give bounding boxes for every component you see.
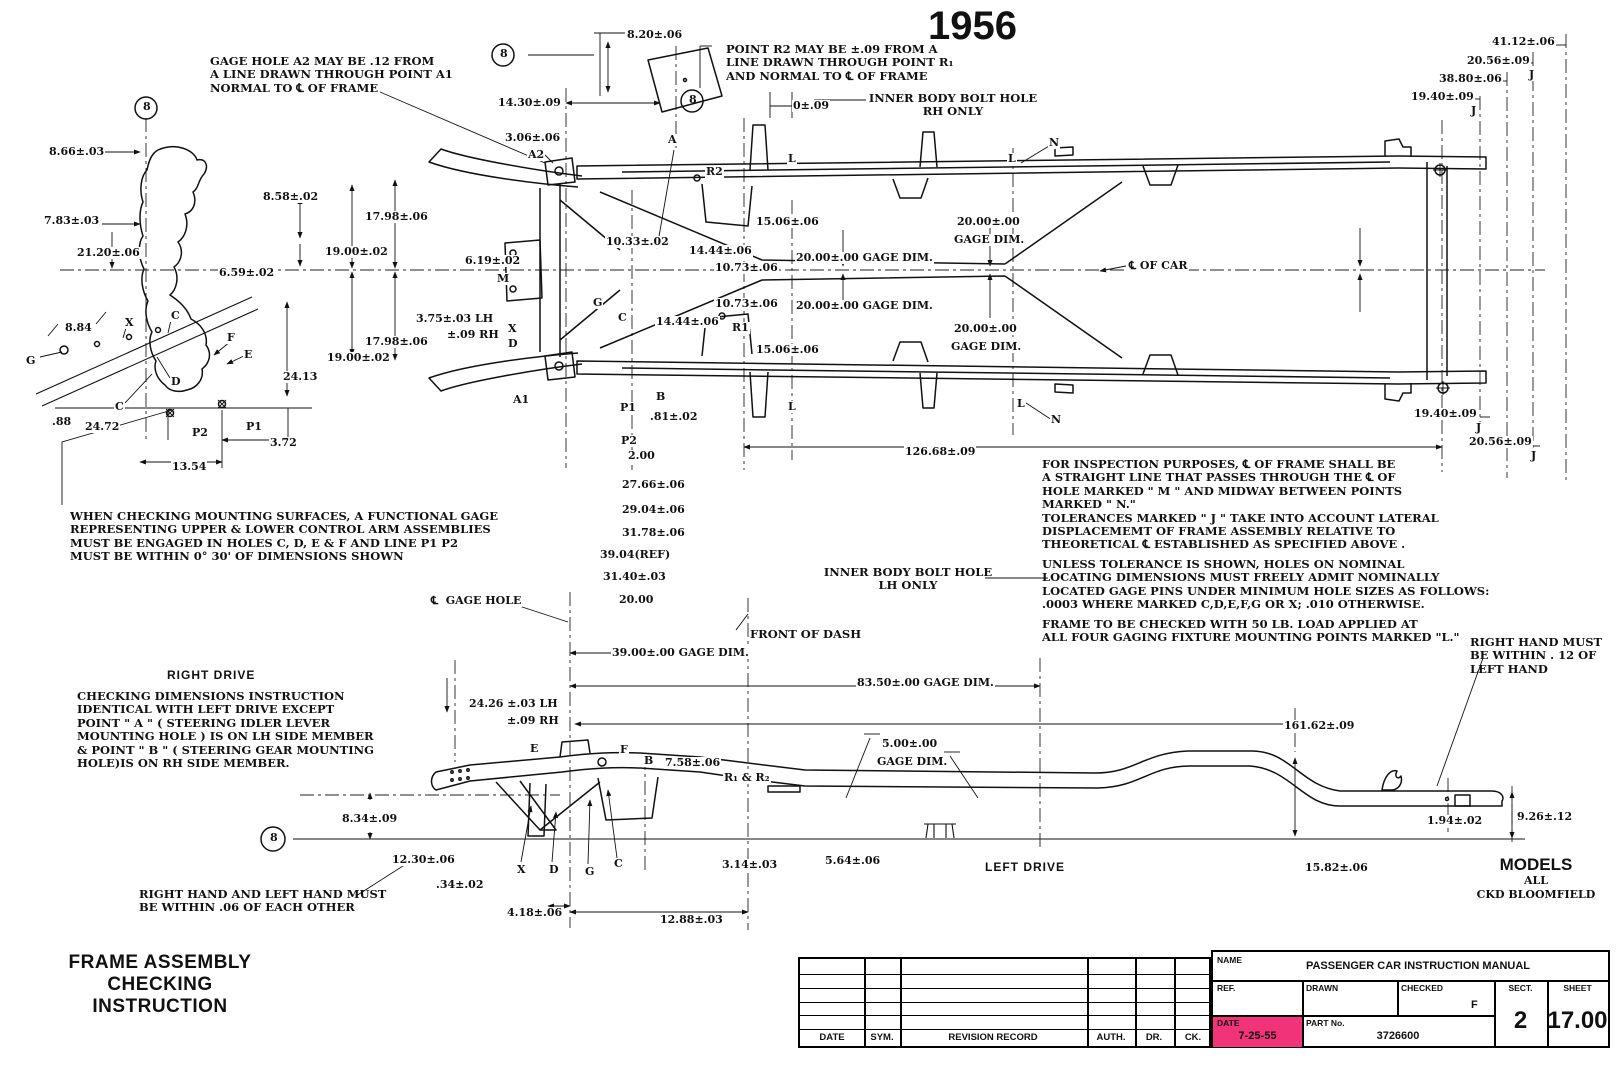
- dim-label: 20.56±.09: [1467, 54, 1530, 67]
- note-inner-body-lh: INNER BODY BOLT HOLE LH ONLY: [823, 565, 993, 593]
- dim-label: 4.18±.06: [507, 906, 563, 919]
- dim-label: 15.06±.06: [756, 343, 819, 356]
- dim-label: B: [644, 754, 654, 767]
- dim-label: X: [508, 322, 517, 335]
- sect-value: 2: [1513, 1007, 1528, 1034]
- dim-label: 24.13: [283, 370, 318, 383]
- note-gage-hole-a2: GAGE HOLE A2 MAY BE .12 FROM A LINE DRAWN THROUGH POINT A1 NORMAL TO ℄ OF FRAME: [210, 54, 453, 95]
- dim-label: A: [668, 133, 677, 146]
- dim-label: 8.34±.09: [342, 812, 398, 825]
- dim-label: 15.06±.06: [756, 215, 819, 228]
- dim-label: A2: [528, 148, 545, 161]
- dim-label: M: [497, 272, 510, 285]
- rev-col-record: REVISION RECORD: [948, 1032, 1038, 1043]
- dim-label: 24.26 ±.03 LH: [469, 697, 558, 710]
- dim-label: 31.40±.03: [603, 570, 666, 583]
- dim-label: A1: [513, 393, 530, 406]
- dim-label: E: [244, 348, 253, 361]
- dim-label: 9.26±.12: [1517, 810, 1573, 823]
- dim-label: 0±.09: [793, 99, 830, 112]
- dim-label: 10.33±.02: [606, 235, 669, 248]
- part-no-label: PART No.: [1306, 1018, 1345, 1028]
- dim-label: F: [620, 743, 628, 756]
- dim-label: 20.00±.00 GAGE DIM.: [796, 251, 933, 264]
- dim-label: 8.20±.06: [627, 28, 683, 41]
- dim-label: 19.40±.09: [1411, 90, 1474, 103]
- rev-col-ck: CK.: [1184, 1032, 1202, 1043]
- dim-label: C: [171, 309, 180, 322]
- dim-label: R2: [706, 165, 723, 178]
- dim-label: 126.68±.09: [905, 445, 976, 458]
- dim-label: 24.72: [85, 420, 120, 433]
- dim-label: 38.80±.06: [1439, 72, 1502, 85]
- dim-label: 14.30±.09: [498, 96, 561, 109]
- dim-label: 3.72: [270, 436, 297, 449]
- dim-label: 8.58±.02: [263, 190, 319, 203]
- dim-label: 29.04±.06: [622, 503, 685, 516]
- dim-label: 31.78±.06: [622, 526, 685, 539]
- rev-col-date: DATE: [819, 1032, 845, 1043]
- dim-label: C: [618, 311, 627, 324]
- drawing-title: [30, 952, 290, 1018]
- dim-label: J: [1529, 68, 1535, 81]
- dim-label: .81±.02: [650, 410, 698, 423]
- dim-label: J: [1471, 104, 1477, 117]
- note-front-of-dash: FRONT OF DASH: [750, 627, 862, 641]
- dim-label: P1: [620, 401, 636, 414]
- dim-label: 17.98±.06: [365, 335, 428, 348]
- dim-label: GAGE DIM.: [954, 233, 1025, 246]
- models-title: MODELS: [1499, 855, 1573, 874]
- dim-label: D: [508, 337, 518, 350]
- dim-label: P2: [192, 426, 208, 439]
- dim-label: 8.84: [65, 321, 92, 334]
- rev-col-auth: AUTH.: [1096, 1032, 1126, 1043]
- note-inner-body-rh: INNER BODY BOLT HOLE RH ONLY: [868, 91, 1038, 119]
- title-block: [798, 950, 1610, 1048]
- dim-label: P2: [621, 434, 637, 447]
- dim-label: 20.00±.00: [954, 322, 1017, 335]
- dim-label: ℄ OF CAR: [1129, 259, 1188, 272]
- dim-label: 8: [270, 831, 278, 844]
- dim-label: 19.00±.02: [325, 245, 388, 258]
- dim-label: 5.64±.06: [825, 854, 881, 867]
- dim-label: N: [1051, 413, 1062, 426]
- dim-label: 14.44±.06: [656, 315, 719, 328]
- dim-label: 161.62±.09: [1284, 719, 1355, 732]
- dim-label: 20.00: [619, 593, 654, 606]
- title-block-main: [1211, 950, 1610, 1048]
- dim-label: J: [1531, 449, 1537, 462]
- dim-label: L: [788, 152, 796, 165]
- dim-label: 41.12±.06: [1492, 35, 1555, 48]
- dim-label: D: [171, 375, 181, 388]
- models-block: [1458, 855, 1614, 902]
- name-value: PASSENGER CAR INSTRUCTION MANUAL: [1305, 960, 1531, 972]
- dim-label: 5.00±.00: [882, 737, 938, 750]
- dim-label: C: [614, 857, 623, 870]
- drawn-label: DRAWN: [1306, 983, 1339, 993]
- note-load: FRAME TO BE CHECKED WITH 50 LB. LOAD APPLIED AT ALL FOUR GAGING FIXTURE MOUNTING POINTS MARKED "L.": [1042, 617, 1460, 645]
- dim-label: G: [26, 354, 36, 367]
- name-label: NAME: [1217, 955, 1243, 965]
- dim-label: .88: [52, 415, 72, 428]
- dim-label: D: [549, 863, 559, 876]
- right-drive-heading: RIGHT DRIVE: [167, 668, 256, 682]
- date-value: 7-25-55: [1238, 1030, 1277, 1042]
- note-when-checking: WHEN CHECKING MOUNTING SURFACES, A FUNCTIONAL GAGE REPRESENTING UPPER & LOWER CONTROL ARM ASSEMBLIES MUST BE ENGAGED IN HOLES C, D, E & F AND LINE P1 P2 MUST BE WITHIN 0° 30' OF DIMENSIONS SHOWN: [70, 509, 498, 564]
- dim-label: 13.54: [172, 460, 207, 473]
- date-label: DATE: [1217, 1018, 1240, 1028]
- rev-col-dr: DR.: [1145, 1032, 1163, 1043]
- dim-label: 1.94±.02: [1427, 814, 1483, 827]
- dim-label: 3.06±.06: [505, 131, 561, 144]
- dim-label: 10.73±.06: [715, 297, 778, 310]
- dim-label: G: [585, 865, 595, 878]
- dim-label: 6.59±.02: [219, 266, 275, 279]
- sect-label: SECT.: [1508, 983, 1533, 993]
- dim-label: 8: [500, 47, 508, 60]
- dim-label: 39.04(REF): [600, 548, 671, 561]
- dim-label: P1: [246, 420, 262, 433]
- dim-label: 8.66±.03: [49, 145, 105, 158]
- checked-value: F: [1471, 999, 1478, 1011]
- dim-label: 17.98±.06: [365, 210, 428, 223]
- sheet-label: SHEET: [1563, 983, 1592, 993]
- note-inspection: FOR INSPECTION PURPOSES, ℄ OF FRAME SHALL BE A STRAIGHT LINE THAT PASSES THROUGH THE ℄ OF HOLE MARKED " M " AND MIDWAY BETWEEN POINTS MARKED " N." TOLERANCES MARKED " J " TAKE INTO ACCOUNT LATERAL DISPLACEMEMT OF FRAME ASSEMBLY RELATIVE TO THEORETICAL ℄ ESTABLISHED AS SPECIFIED ABOVE .: [1042, 457, 1439, 552]
- dim-label: 20.00±.00: [957, 215, 1020, 228]
- dim-label: C: [115, 400, 124, 413]
- dim-label: R1: [732, 321, 749, 334]
- dim-label: 2.00: [628, 449, 655, 462]
- dim-label: 12.88±.03: [660, 913, 723, 926]
- dim-label: 12.30±.06: [392, 853, 455, 866]
- dim-label: 21.20±.06: [77, 246, 140, 259]
- sheet-value: 17.00: [1547, 1007, 1608, 1034]
- models-line2: CKD BLOOMFIELD: [1476, 888, 1596, 901]
- left-drive-heading: LEFT DRIVE: [985, 860, 1066, 874]
- dim-label: 27.66±.06: [622, 478, 685, 491]
- dim-label: 19.00±.02: [327, 351, 390, 364]
- dim-label: G: [593, 296, 603, 309]
- rev-col-sym: SYM.: [870, 1032, 894, 1043]
- dim-label: 14.44±.06: [689, 244, 752, 257]
- dim-label: 7.58±.06: [665, 756, 721, 769]
- note-point-r2: POINT R2 MAY BE ±.09 FROM A LINE DRAWN THROUGH POINT R₁ AND NORMAL TO ℄ OF FRAME: [726, 42, 954, 83]
- year-title: 1956: [928, 4, 1017, 48]
- dim-label: GAGE DIM.: [877, 755, 948, 768]
- dim-label: 3.14±.03: [722, 858, 778, 871]
- checked-label: CHECKED: [1401, 983, 1444, 993]
- dim-label: E: [530, 742, 539, 755]
- dim-label: L: [1017, 397, 1025, 410]
- dim-label: ±.09 RH: [447, 328, 499, 341]
- dim-label: L: [788, 400, 796, 413]
- dim-label: R₁ & R₂: [724, 771, 770, 784]
- dim-label: L: [1008, 152, 1016, 165]
- dim-label: 20.56±.09: [1469, 435, 1532, 448]
- part-no-value: 3726600: [1376, 1030, 1420, 1042]
- drawing-title-line2: INSTRUCTION: [92, 996, 228, 1017]
- dim-label: 7.83±.03: [44, 214, 100, 227]
- note-rh-lh-06: RIGHT HAND AND LEFT HAND MUST BE WITHIN .06 OF EACH OTHER: [139, 887, 387, 915]
- dim-label: 15.82±.06: [1305, 861, 1368, 874]
- dim-label: J: [1476, 421, 1482, 434]
- note-right-drive: CHECKING DIMENSIONS INSTRUCTION IDENTICAL WITH LEFT DRIVE EXCEPT POINT " A " ( STEERING IDLER LEVER MOUNTING HOLE ) IS ON LH SIDE MEMBER & POINT " B " ( STEERING GEAR MOUNTING HOLE)IS ON RH SIDE MEMBER.: [77, 689, 374, 771]
- dim-label: .34±.02: [436, 878, 484, 891]
- dim-label: F: [227, 331, 235, 344]
- dim-label: 8: [689, 93, 697, 106]
- note-rh-12: RIGHT HAND MUST BE WITHIN . 12 OF LEFT HAND: [1470, 635, 1603, 676]
- dim-label: GAGE DIM.: [951, 340, 1022, 353]
- dim-label: 20.00±.00 GAGE DIM.: [796, 299, 933, 312]
- dim-label: ℄ GAGE HOLE: [431, 594, 522, 607]
- models-line1: ALL: [1523, 874, 1548, 887]
- dim-label: X: [125, 316, 134, 329]
- dim-label: ±.09 RH: [507, 714, 559, 727]
- dim-label: 83.50±.00 GAGE DIM.: [857, 676, 994, 689]
- note-tolerance: UNLESS TOLERANCE IS SHOWN, HOLES ON NOMINAL LOCATING DIMENSIONS MUST FREELY ADMIT NOMINALLY LOCATED GAGE PINS UNDER MINIMUM HOLE SIZES AS FOLLOWS: .0003 WHERE MARKED C,D,E,F,G OR X; .010 OTHERWISE.: [1042, 557, 1490, 612]
- revision-record-table: [798, 957, 1211, 1048]
- dim-label: X: [517, 863, 526, 876]
- drawing-title-line1: FRAME ASSEMBLY CHECKING: [68, 952, 252, 995]
- dim-label: 19.40±.09: [1414, 407, 1477, 420]
- dim-label: 39.00±.00 GAGE DIM.: [612, 646, 749, 659]
- ref-label: REF.: [1217, 983, 1236, 993]
- dim-label: 10.73±.06: [715, 261, 778, 274]
- dim-label: N: [1049, 136, 1060, 149]
- dim-label: 6.19±.02: [465, 254, 521, 267]
- dim-label: 3.75±.03 LH: [416, 312, 494, 325]
- dim-label: 8: [143, 100, 151, 113]
- dim-label: B: [656, 390, 666, 403]
